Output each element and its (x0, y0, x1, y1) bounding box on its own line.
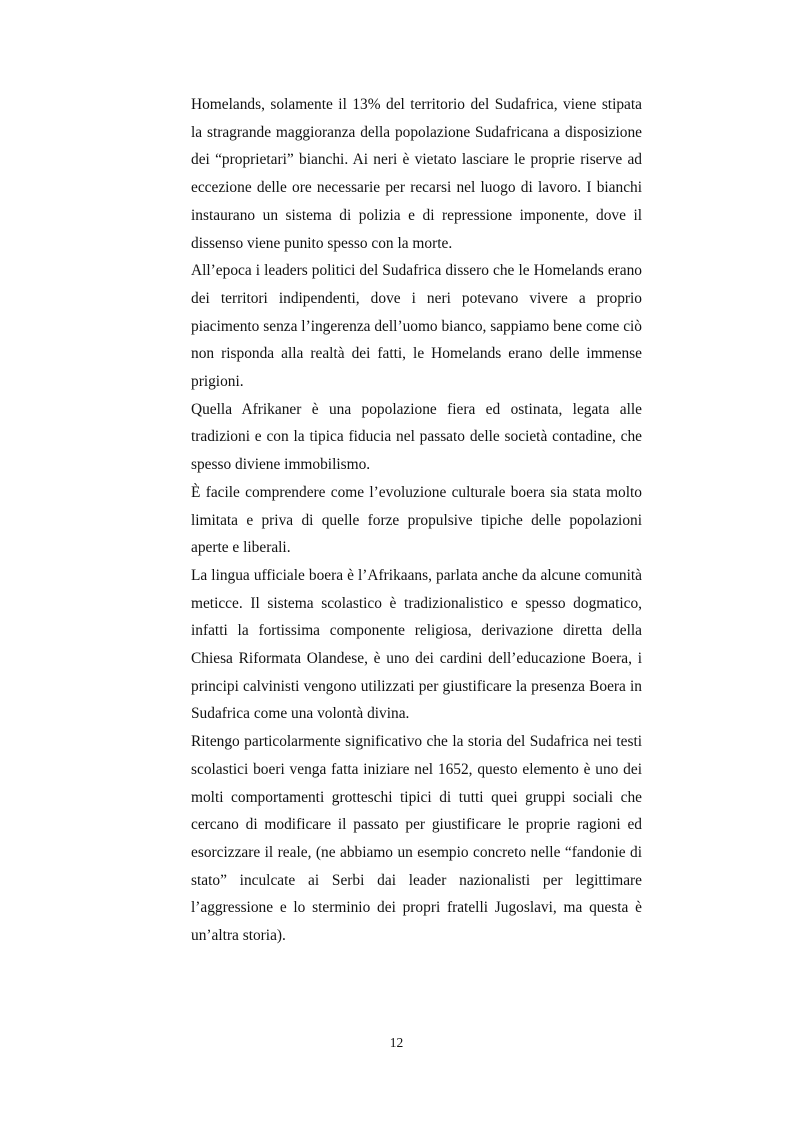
paragraph-3: Quella Afrikaner è una popolazione fiera ed ostinata, legata alle tradizioni e con la tipica fiducia nel passato delle società contadine, che spesso diviene immobilismo. (191, 400, 642, 474)
paragraph-2: All’epoca i leaders politici del Sudafrica dissero che le Homelands erano dei territori indipendenti, dove i neri potevano vivere a proprio piacimento senza l’ingerenza dell’uomo bianco, sappiamo bene come ciò non risponda alla realtà dei fatti, le Homelands erano delle immense prigioni. (191, 262, 642, 391)
paragraph-1: Homelands, solamente il 13% del territorio del Sudafrica, viene stipata la stragrande maggioranza della popolazione Sudafricana a disposizione dei “proprietari” bianchi. Ai neri è vietato lasciare le proprie riserve ad eccezione delle ore necessarie per recarsi nel luogo di lavoro. I bianchi instaurano un sistema di polizia e di repressione imponente, dove il dissenso viene punito spesso con la morte. (191, 96, 642, 252)
body-text (191, 91, 642, 950)
page-number: 12 (389, 1035, 404, 1050)
paragraph-4: È facile comprendere come l’evoluzione culturale boera sia stata molto limitata e priva di quelle forze propulsive tipiche delle popolazioni aperte e liberali. (191, 483, 642, 557)
paragraph-6: Ritengo particolarmente significativo che la storia del Sudafrica nei testi scolastici boeri venga fatta iniziare nel 1652, questo elemento è uno dei molti comportamenti grotteschi tipici di tutti quei gruppi sociali che cercano di modificare il passato per giustificare le proprie ragioni ed esorcizzare il reale, (ne abbiamo un esempio concreto nelle “fandonie di stato” inculcate ai Serbi dai leader nazionalisti per legittimare l’aggressione e lo sterminio dei propri fratelli Jugoslavi, ma questa è un’altra storia). (191, 733, 642, 945)
paragraph-5: La lingua ufficiale boera è l’Afrikaans, parlata anche da alcune comunità meticce. Il sistema scolastico è tradizionalistico e spesso dogmatico, infatti la fortissima componente religiosa, derivazione diretta della Chiesa Riformata Olandese, è uno dei cardini dell’educazione Boera, i principi calvinisti vengono utilizzati per giustificare la presenza Boera in Sudafrica come una volontà divina. (191, 566, 642, 723)
